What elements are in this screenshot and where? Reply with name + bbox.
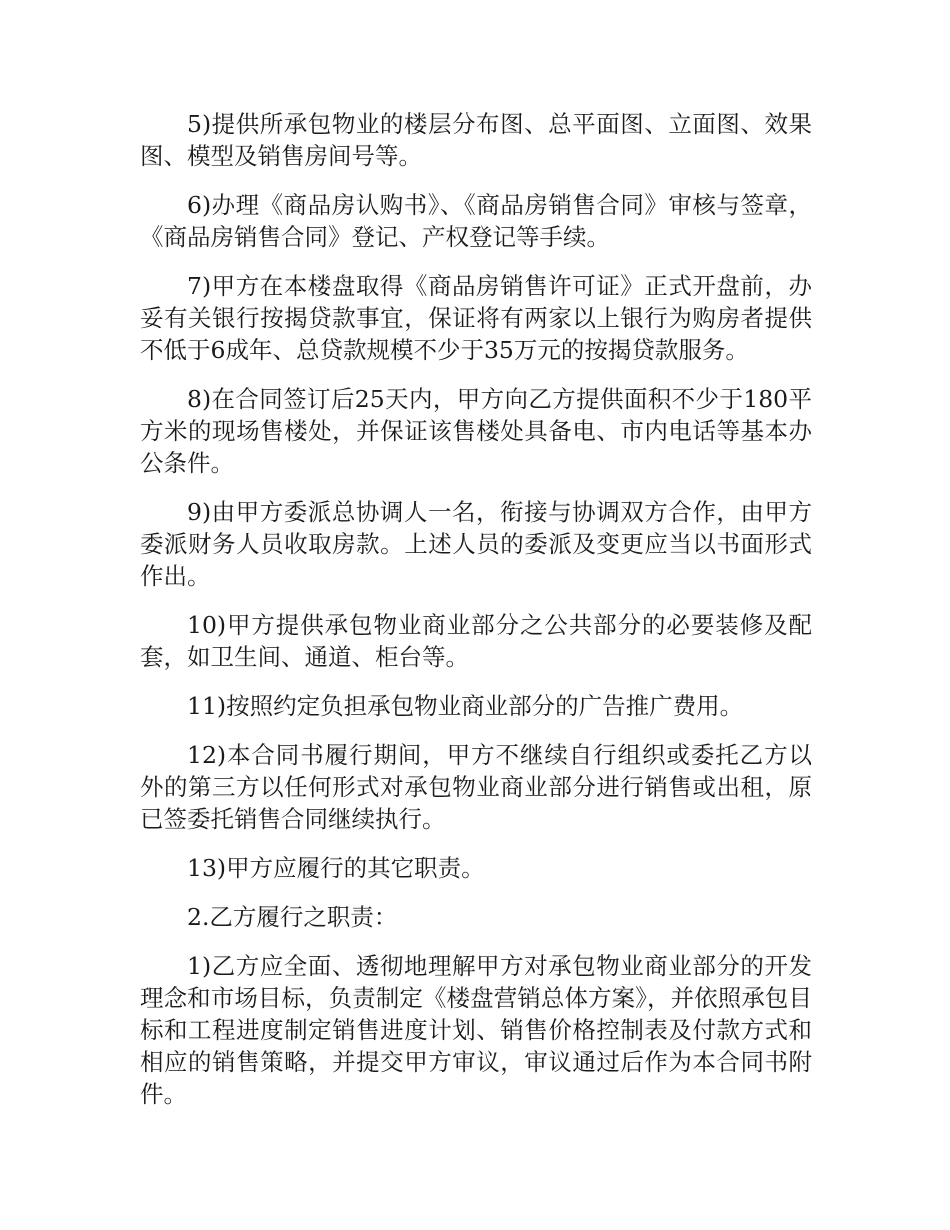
clause-7: 7)甲方在本楼盘取得《商品房销售许可证》正式开盘前，办妥有关银行按揭贷款事宜，保证将有两家以上银行为购房者提供不低于6成年、总贷款规模不少于35万元的按揭贷款服务。	[140, 272, 812, 364]
clause-9: 9)由甲方委派总协调人一名，衔接与协调双方合作，由甲方委派财务人员收取房款。上述人员的委派及变更应当以书面形式作出。	[140, 498, 812, 590]
clause-6: 6)办理《商品房认购书》、《商品房销售合同》审核与签章，《商品房销售合同》登记、产权登记等手续。	[140, 191, 812, 251]
clause-10: 10)甲方提供承包物业商业部分之公共部分的必要装修及配套，如卫生间、通道、柜台等。	[140, 611, 812, 671]
party-b-clause-1: 1)乙方应全面、透彻地理解甲方对承包物业商业部分的开发理念和市场目标，负责制定《楼盘营销总体方案》，并依照承包目标和工程进度制定销售进度计划、销售价格控制表及付款方式和相应的销售策略，并提交甲方审议，审议通过后作为本合同书附件。	[140, 952, 812, 1108]
clause-8: 8)在合同签订后25天内，甲方向乙方提供面积不少于180平方米的现场售楼处，并保证该售楼处具备电、市内电话等基本办公条件。	[140, 385, 812, 477]
clause-13: 13)甲方应履行的其它职责。	[187, 854, 485, 882]
document-body	[140, 108, 812, 1127]
section-heading-party-b-duties: 2.乙方履行之职责：	[187, 903, 398, 931]
clause-12: 12)本合同书履行期间，甲方不继续自行组织或委托乙方以外的第三方以任何形式对承包物业商业部分进行销售或出租，原已签委托销售合同继续执行。	[140, 741, 812, 833]
clause-5: 5)提供所承包物业的楼层分布图、总平面图、立面图、效果图、模型及销售房间号等。	[140, 110, 812, 170]
clause-11: 11)按照约定负担承包物业商业部分的广告推广费用。	[187, 692, 744, 720]
